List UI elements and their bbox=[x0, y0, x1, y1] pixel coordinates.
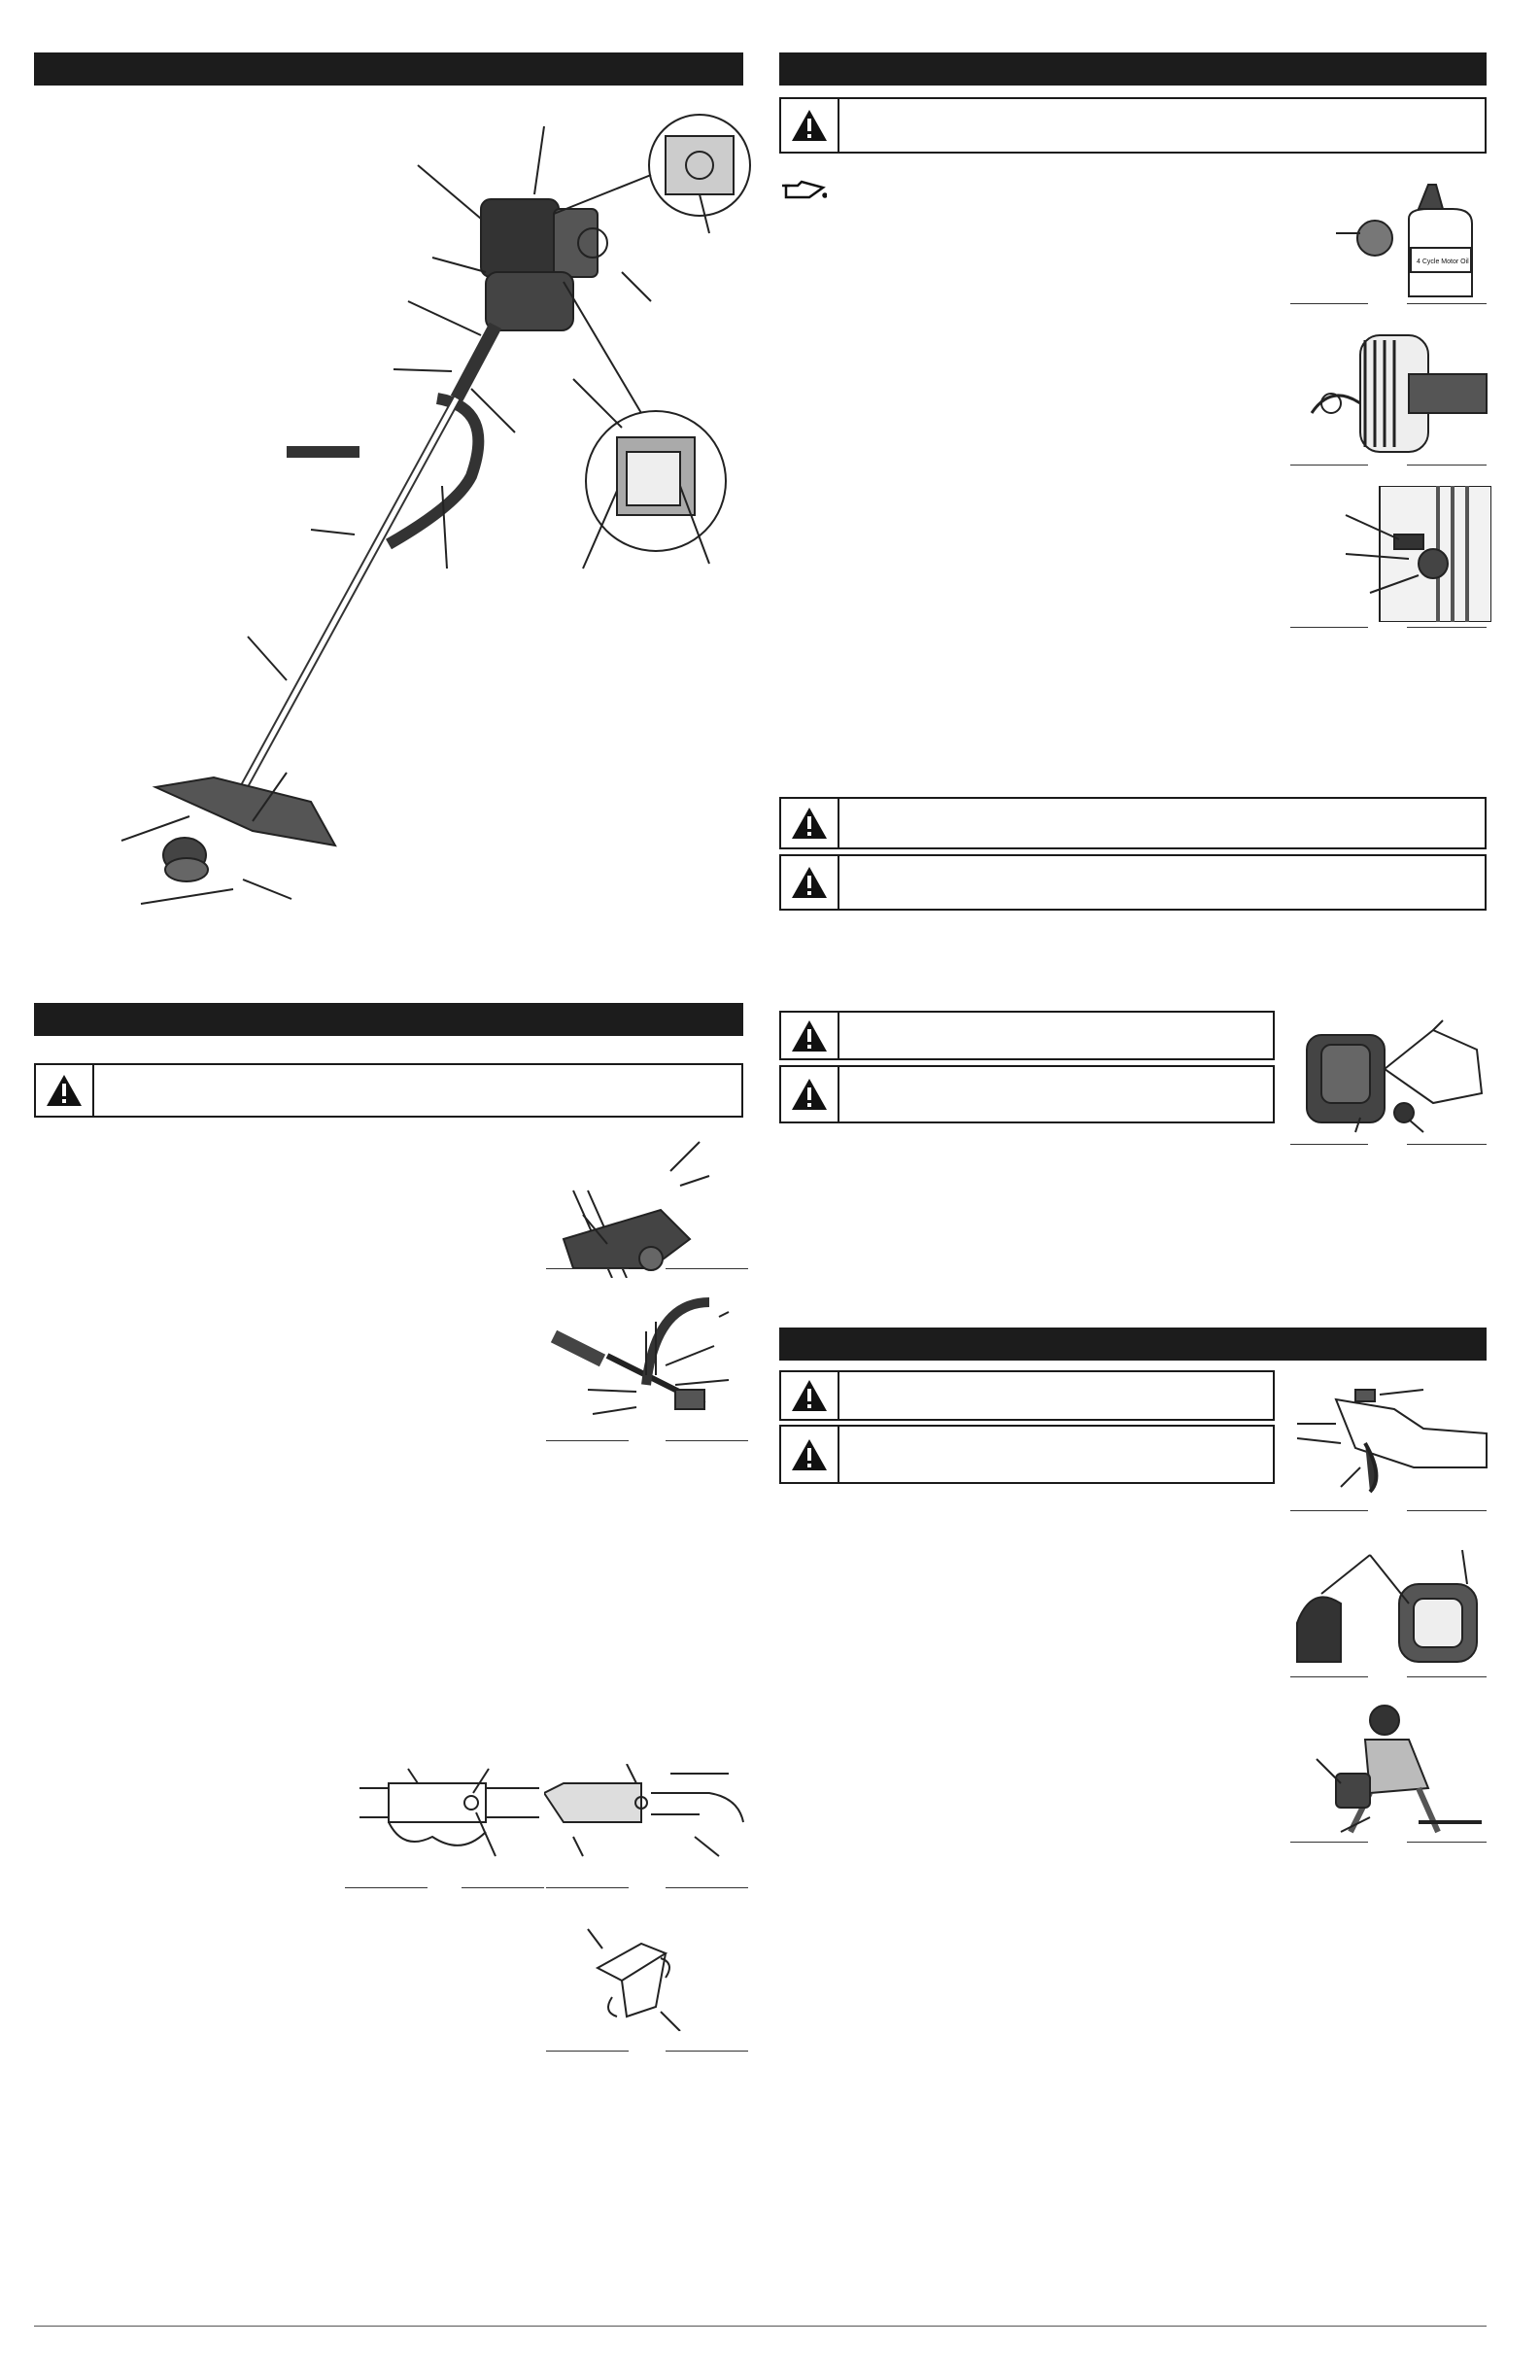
figure-handle-attach bbox=[539, 1293, 748, 1433]
figure-caption-rule bbox=[1290, 303, 1368, 304]
figure-caption-rule bbox=[345, 1887, 428, 1888]
figure-starting-position bbox=[1312, 1696, 1487, 1842]
warning-box-fuel-4 bbox=[779, 1011, 1275, 1060]
warning-box-assembly bbox=[34, 1063, 743, 1118]
figure-caption-rule bbox=[1407, 1842, 1487, 1843]
figure-throttle-trigger bbox=[1297, 1370, 1491, 1506]
figure-caption-rule bbox=[1290, 1144, 1368, 1145]
figure-caption-rule bbox=[546, 2051, 629, 2052]
figure-caption-rule bbox=[666, 1268, 748, 1269]
warning-box-starting-1 bbox=[779, 1370, 1275, 1421]
warning-triangle-icon bbox=[790, 865, 829, 900]
section-header-bar-overview bbox=[34, 52, 743, 86]
figure-guard-attach bbox=[544, 1132, 748, 1278]
section-header-bar-starting bbox=[779, 1328, 1487, 1361]
figure-coupler-knob bbox=[583, 1924, 700, 2031]
figure-caption-rule bbox=[666, 2051, 748, 2052]
figure-caption-rule bbox=[1407, 465, 1487, 466]
warning-box-fuel-1 bbox=[779, 97, 1487, 154]
oil-bottle-label: 4 Cycle Motor Oil bbox=[1417, 259, 1469, 265]
figure-caption-rule bbox=[1290, 1676, 1368, 1677]
figure-fuel-fill bbox=[1287, 1011, 1491, 1147]
warning-triangle-icon bbox=[790, 1077, 829, 1112]
figure-caption-rule bbox=[1407, 303, 1487, 304]
warning-box-starting-2 bbox=[779, 1425, 1275, 1484]
warning-triangle-icon bbox=[790, 806, 829, 841]
figure-caption-rule bbox=[1290, 465, 1368, 466]
section-header-bar-fuel bbox=[779, 52, 1487, 86]
page-footer-rule bbox=[34, 2326, 1487, 2327]
warning-triangle-icon bbox=[790, 108, 829, 143]
warning-box-fuel-2 bbox=[779, 797, 1487, 849]
oil-can-icon bbox=[780, 178, 827, 203]
figure-caption-rule bbox=[462, 1887, 544, 1888]
trimmer-overview-illustration bbox=[97, 107, 758, 914]
figure-shaft-coupler-b bbox=[544, 1764, 748, 1871]
warning-box-fuel-3 bbox=[779, 854, 1487, 911]
figure-caption-rule bbox=[666, 1440, 748, 1441]
figure-oil-bottle bbox=[1331, 180, 1491, 301]
figure-primer-bulb bbox=[1292, 1545, 1487, 1676]
section-header-bar-assembly bbox=[34, 1003, 743, 1036]
figure-dipstick bbox=[1341, 486, 1491, 622]
warning-triangle-icon bbox=[790, 1378, 829, 1413]
figure-engine-oil-fill bbox=[1292, 326, 1491, 462]
warning-box-fuel-5 bbox=[779, 1065, 1275, 1123]
figure-caption-rule bbox=[546, 1268, 629, 1269]
figure-caption-rule bbox=[666, 1887, 748, 1888]
warning-triangle-icon bbox=[790, 1437, 829, 1472]
figure-caption-rule bbox=[546, 1440, 629, 1441]
warning-triangle-icon bbox=[45, 1073, 84, 1108]
figure-caption-rule bbox=[1407, 627, 1487, 628]
figure-shaft-coupler-a bbox=[355, 1764, 544, 1871]
figure-caption-rule bbox=[546, 1887, 629, 1888]
figure-caption-rule bbox=[1290, 1510, 1368, 1511]
figure-caption-rule bbox=[1407, 1676, 1487, 1677]
figure-caption-rule bbox=[1407, 1510, 1487, 1511]
figure-caption-rule bbox=[1407, 1144, 1487, 1145]
figure-caption-rule bbox=[1290, 1842, 1368, 1843]
figure-caption-rule bbox=[1290, 627, 1368, 628]
warning-triangle-icon bbox=[790, 1018, 829, 1053]
